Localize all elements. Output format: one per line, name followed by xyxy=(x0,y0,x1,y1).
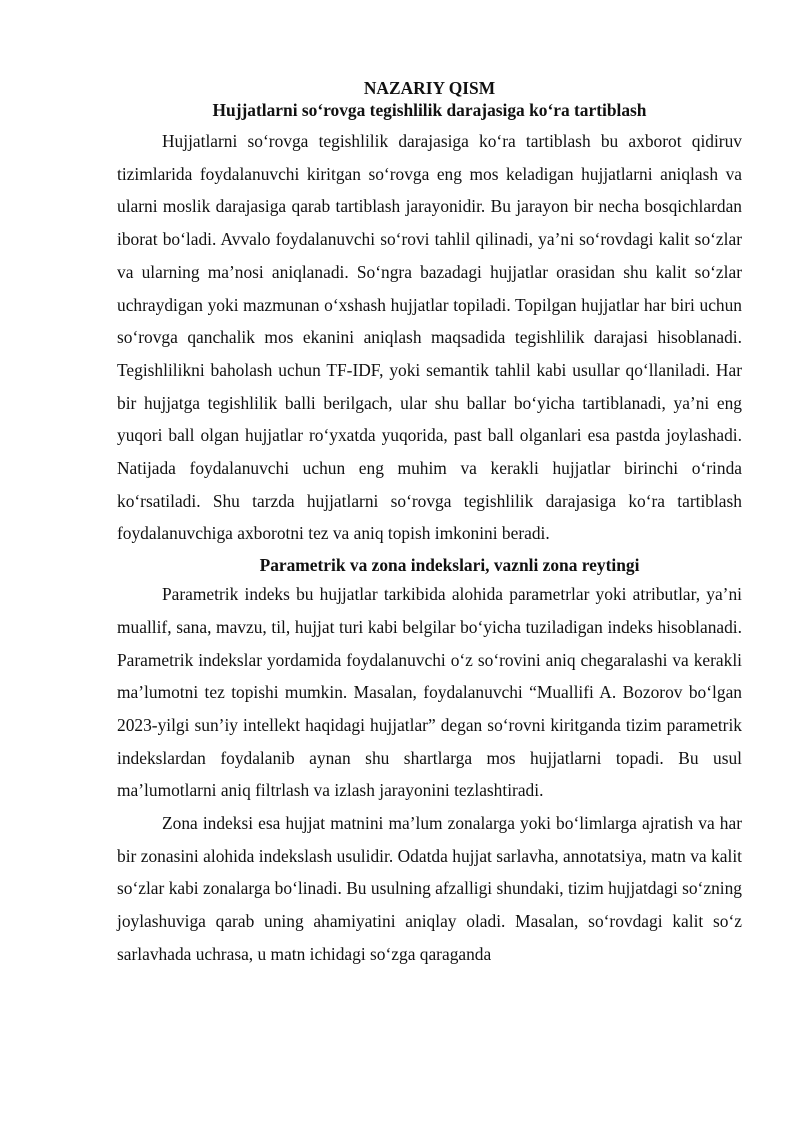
paragraph: Zona indeksi esa hujjat matnini ma’lum zonalarga yoki bo‘limlarga ajratish va har bir zonasini alohida indekslash usulidir. Odatda hujjat sarlavha, annotatsiya, matn va kalit so‘zlar kabi zonalarga bo‘linadi. Bu usulning afzalligi shundaki, tizim hujjatdagi so‘zning joylashuviga qarab uning ahamiyatini aniqlay oladi. Masalan, so‘rovdagi kalit so‘z sarlavhada uchrasa, u matn ichidagi so‘zga qaraganda xyxy=(117,813,742,964)
paragraph: Hujjatlarni so‘rovga tegishlilik darajasiga ko‘ra tartiblash bu axborot qidiruv tizimlarida foydalanuvchi kiritgan so‘rovga eng mos keladigan hujjatlarni aniqlash va ularni moslik darajasiga qarab tartiblash jarayonidir. Bu jarayon bir necha bosqichlardan iborat bo‘ladi. Avvalo foydalanuvchi so‘rovi tahlil qilinadi, ya’ni so‘rovdagi kalit so‘zlar va ularning ma’nosi aniqlanadi. So‘ngra bazadagi hujjatlar orasidan shu kalit so‘zlar uchraydigan yoki mazmunan o‘xshash hujjatlar topiladi. Topilgan hujjatlar har biri uchun so‘rovga qanchalik mos ekanini aniqlash maqsadida tegishlilik darajasi hisoblanadi. Tegishlilikni baholash uchun TF-IDF, yoki semantik tahlil kabi usullar qo‘llaniladi. Har bir hujjatga tegishlilik balli berilgach, ular shu ballar bo‘yicha tartiblanadi, ya’ni eng yuqori ball olgan hujjatlar ro‘yxatda yuqorida, past ball olganlari esa pastda joylashadi. Natijada foydalanuvchi uchun eng muhim va kerakli hujjatlar birinchi o‘rinda ko‘rsatiladi. Shu tarzda hujjatlarni so‘rovga tegishlilik darajasiga ko‘ra tartiblash foydalanuvchiga axborotni tez va aniq topish imkonini beradi. xyxy=(117,131,742,544)
paragraph: Parametrik indeks bu hujjatlar tarkibida alohida parametrlar yoki atributlar, ya’ni muallif, sana, mavzu, til, hujjat turi kabi belgilar bo‘yicha tuziladigan indeks hisoblanadi. Parametrik indekslar yordamida foydalanuvchi o‘z so‘rovini aniq chegaralashi va kerakli ma’lumotni tez topishi mumkin. Masalan, foydalanuvchi “Muallifi A. Bozorov bo‘lgan 2023-yilgi sun’iy intellekt haqidagi hujjatlar” degan so‘rovni kiritganda tizim parametrik indekslardan foydalanib aynan shu shartlarga mos hujjatlarni topadi. Bu usul ma’lumotlarni aniq filtrlash va izlash jarayonini tezlashtiradi. xyxy=(117,584,742,801)
page-subtitle: Hujjatlarni so‘rovga tegishlilik darajasiga ko‘ra tartiblash xyxy=(212,100,647,120)
page-title: NAZARIY QISM xyxy=(363,78,496,98)
section-heading: Parametrik va zona indekslari, vaznli zona reytingi xyxy=(259,555,640,576)
